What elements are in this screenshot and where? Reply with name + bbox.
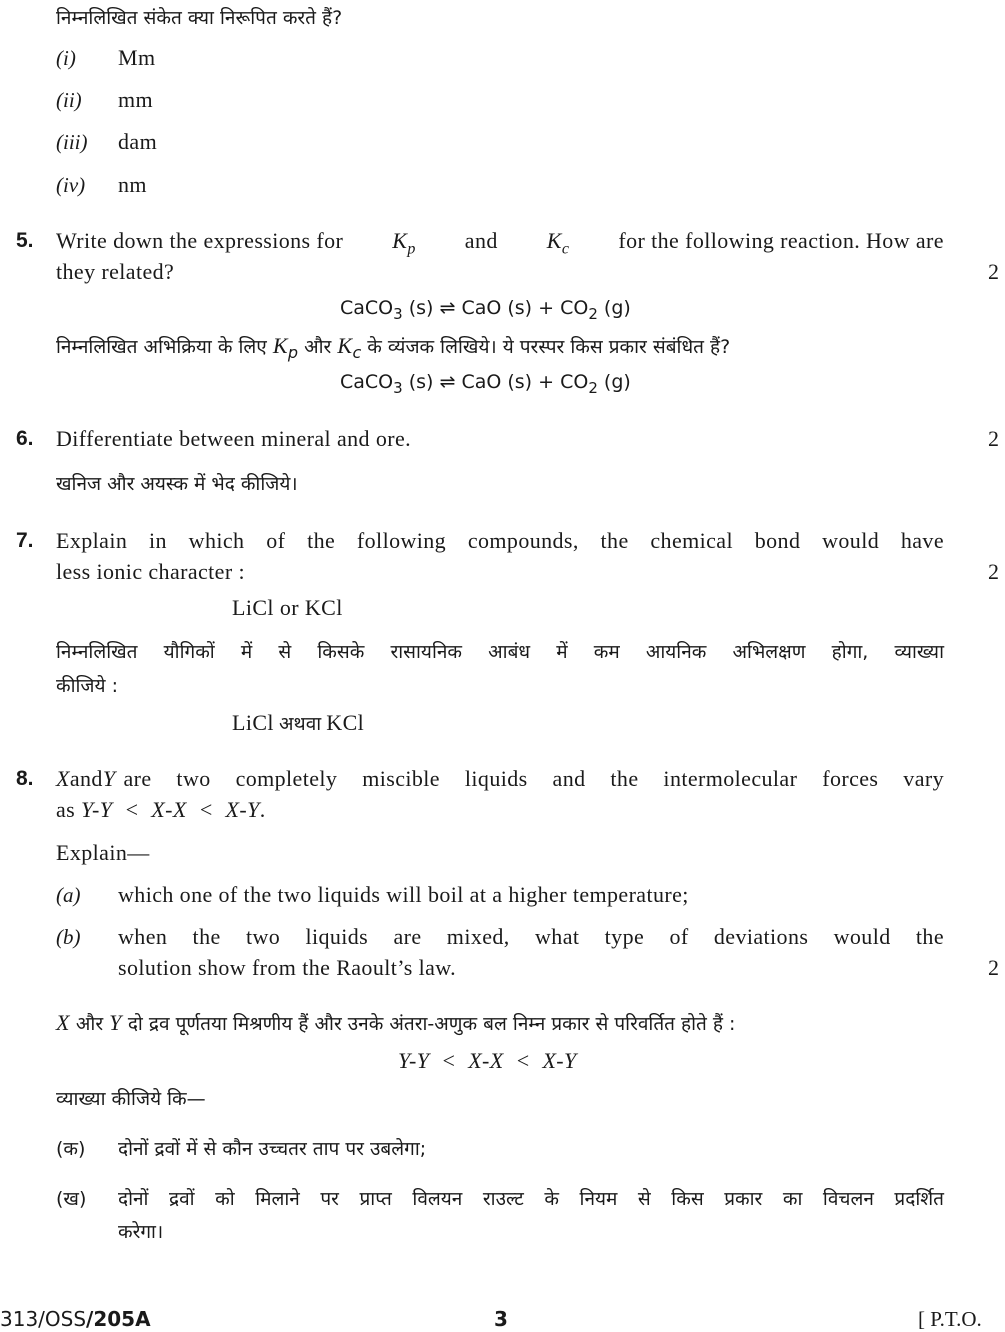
q7-compounds: LiCl or KCl bbox=[232, 595, 343, 620]
q7-hindi-line1: निम्नलिखित यौगिकों में से किसके रासायनिक आबंध में कम आयनिक अभिलक्षण होगा, व्याख्या bbox=[56, 641, 944, 663]
q8-hindi-explain: व्याख्या कीजिये कि— bbox=[56, 1088, 206, 1110]
q8-line2: as Y-Y < X-X < X-Y. bbox=[56, 797, 266, 822]
q5-line1 bbox=[56, 228, 944, 258]
q8-explain: Explain— bbox=[56, 840, 150, 865]
q8-kha-line1: दोनों द्रवों को मिलाने पर प्राप्त विलयन राउल्ट के नियम से किस प्रकार का विचलन प्रदर्शित bbox=[118, 1188, 944, 1210]
q8-kha-label: (ख) bbox=[56, 1188, 87, 1210]
question-number-7: 7. bbox=[16, 529, 34, 552]
q8-line1 bbox=[56, 766, 944, 792]
q8-b-line2: solution show from the Raoult’s law. bbox=[118, 955, 457, 980]
q5-equation: CaCO$_3$ (s) ⇌ CaO $(s) + CO_2$ (g) bbox=[340, 297, 631, 323]
pto-label: [ P.T.O. bbox=[918, 1307, 982, 1331]
question-number-6: 6. bbox=[16, 427, 34, 450]
q4-item-text: mm bbox=[118, 87, 154, 112]
q8-y: Y bbox=[102, 766, 116, 791]
q8-ka-label: (क) bbox=[56, 1138, 86, 1160]
q7-line2: less ionic character : bbox=[56, 559, 245, 584]
q8-b-line1: when the two liquids are mixed, what type of deviations would the bbox=[118, 924, 944, 949]
q8-relation-hindi: Y-Y < X-X < X-Y bbox=[398, 1048, 577, 1073]
q4-hindi-prompt: निम्नलिखित संकेत क्या निरूपित करते हैं? bbox=[56, 7, 343, 29]
q7-marks: 2 bbox=[988, 559, 999, 584]
q5-equation-hindi: CaCO$_3$ (s) ⇌ CaO $(s) + CO_2$ (g) bbox=[340, 371, 631, 397]
question-number-5: 5. bbox=[16, 229, 34, 252]
q6-hindi: खनिज और अयस्क में भेद कीजिये। bbox=[56, 473, 298, 495]
q5-hindi: निम्नलिखित अभिक्रिया के लिए $K_p$ और $K_c$ के व्यंजक लिखिये। ये परस्पर किस प्रकार संबंधित हैं? bbox=[56, 333, 731, 362]
q4-item-text: Mm bbox=[118, 45, 156, 70]
q6-marks: 2 bbox=[988, 426, 999, 451]
q8-b-label: (b) bbox=[56, 925, 81, 949]
q4-item-roman: (iv) bbox=[56, 173, 86, 197]
q4-item-roman: (iii) bbox=[56, 130, 88, 154]
q7-compounds-hindi: LiCl अथवा KCl bbox=[232, 710, 365, 735]
question-number-8: 8. bbox=[16, 767, 34, 790]
q7-hindi-line2: कीजिये : bbox=[56, 675, 118, 697]
q8-marks: 2 bbox=[988, 955, 999, 980]
q6-text: Differentiate between mineral and ore. bbox=[56, 426, 412, 451]
footer-code: 313/OSS/205A bbox=[0, 1307, 151, 1331]
q5-and: and bbox=[464, 228, 498, 253]
q5-kc: $K_c$ bbox=[546, 228, 570, 258]
q5-marks: 2 bbox=[988, 259, 999, 284]
q8-a-label: (a) bbox=[56, 883, 81, 907]
q5-kp: $K_p$ bbox=[392, 228, 416, 258]
q5-text-b: for the following reaction. How are bbox=[618, 228, 944, 253]
q5-line2: they related? bbox=[56, 259, 175, 284]
q8-hindi-line1: X और Y दो द्रव पूर्णतया मिश्रणीय हैं और उनके अंतरा-अणुक बल निम्न प्रकार से परिवर्तित होते हैं : bbox=[56, 1010, 736, 1035]
q8-kha-line2: करेगा। bbox=[118, 1221, 164, 1243]
q4-item-roman: (ii) bbox=[56, 88, 82, 112]
q8-ka-text: दोनों द्रवों में से कौन उच्चतर ताप पर उबलेगा; bbox=[118, 1138, 427, 1160]
q5-text-a: Write down the expressions for bbox=[56, 228, 344, 253]
q8-and: and bbox=[69, 766, 103, 791]
q7-line1: Explain in which of the following compounds, the chemical bond would have bbox=[56, 528, 944, 553]
q4-item-text: nm bbox=[118, 172, 147, 197]
q4-item-roman: (i) bbox=[56, 46, 76, 70]
q8-line1-rest: are two completely miscible liquids and the intermolecular forces vary bbox=[123, 766, 944, 791]
q8-x: X bbox=[56, 766, 70, 791]
page-number: 3 bbox=[494, 1307, 508, 1331]
q8-a-text: which one of the two liquids will boil at a higher temperature; bbox=[118, 882, 689, 907]
q4-item-text: dam bbox=[118, 129, 158, 154]
